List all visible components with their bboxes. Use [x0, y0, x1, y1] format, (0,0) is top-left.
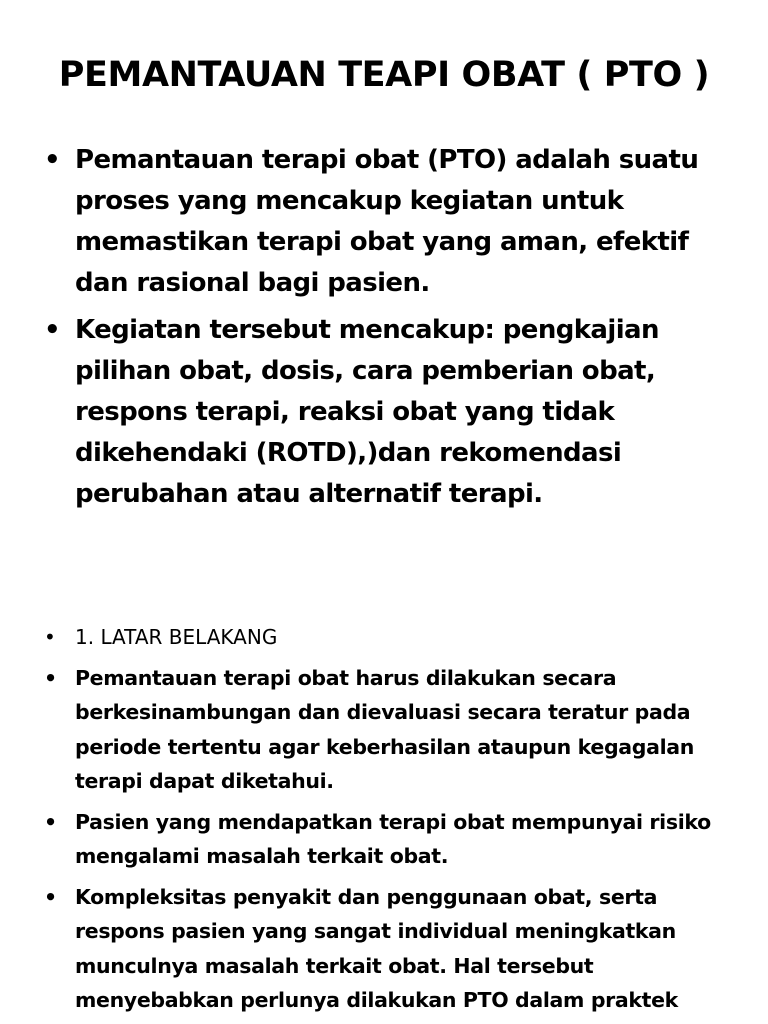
- list-item-text: Kompleksitas penyakit dan penggunaan obat, serta respons pasien yang sangat individual meningkatkan munculnya masalah terkait obat. Hal tersebut menyebabkan perlunya dilakukan PTO dalam praktek: [75, 884, 678, 1012]
- bullet-icon: •: [44, 145, 61, 175]
- bullet-icon: •: [44, 809, 57, 834]
- list-item-text: Pasien yang mendapatkan terapi obat mempunyai risiko mengalami masalah terkait obat.: [75, 809, 711, 868]
- list-item: [0, 880, 768, 1018]
- section-heading: 1. LATAR BELAKANG: [75, 625, 278, 649]
- bullet-icon: •: [44, 665, 57, 690]
- list-item-text: Pemantauan terapi obat (PTO) adalah suatu proses yang mencakup kegiatan untuk memastikan terapi obat yang aman, efektif dan rasional bagi pasien.: [75, 145, 699, 298]
- list-item-text: Kegiatan tersebut mencakup: pengkajian pilihan obat, dosis, cara pemberian obat, respons terapi, reaksi obat yang tidak dikehendaki (ROTD),)dan rekomendasi perubahan atau alternatif terapi.: [75, 315, 659, 509]
- page-title: PEMANTAUAN TEAPI OBAT ( PTO ): [58, 55, 710, 95]
- bullet-icon: •: [44, 625, 56, 649]
- definition-list: [0, 140, 768, 521]
- list-item: [0, 310, 768, 515]
- list-item: [0, 140, 768, 304]
- list-item: [0, 805, 768, 874]
- list-item: [0, 661, 768, 799]
- bullet-icon: •: [44, 884, 57, 909]
- bullet-icon: •: [44, 315, 61, 345]
- section-heading-item: [0, 620, 768, 655]
- list-item-text: Pemantauan terapi obat harus dilakukan secara berkesinambungan dan dievaluasi secara teratur pada periode tertentu agar keberhasilan ataupun kegagalan terapi dapat diketahui.: [75, 665, 694, 793]
- background-list: [0, 620, 768, 1024]
